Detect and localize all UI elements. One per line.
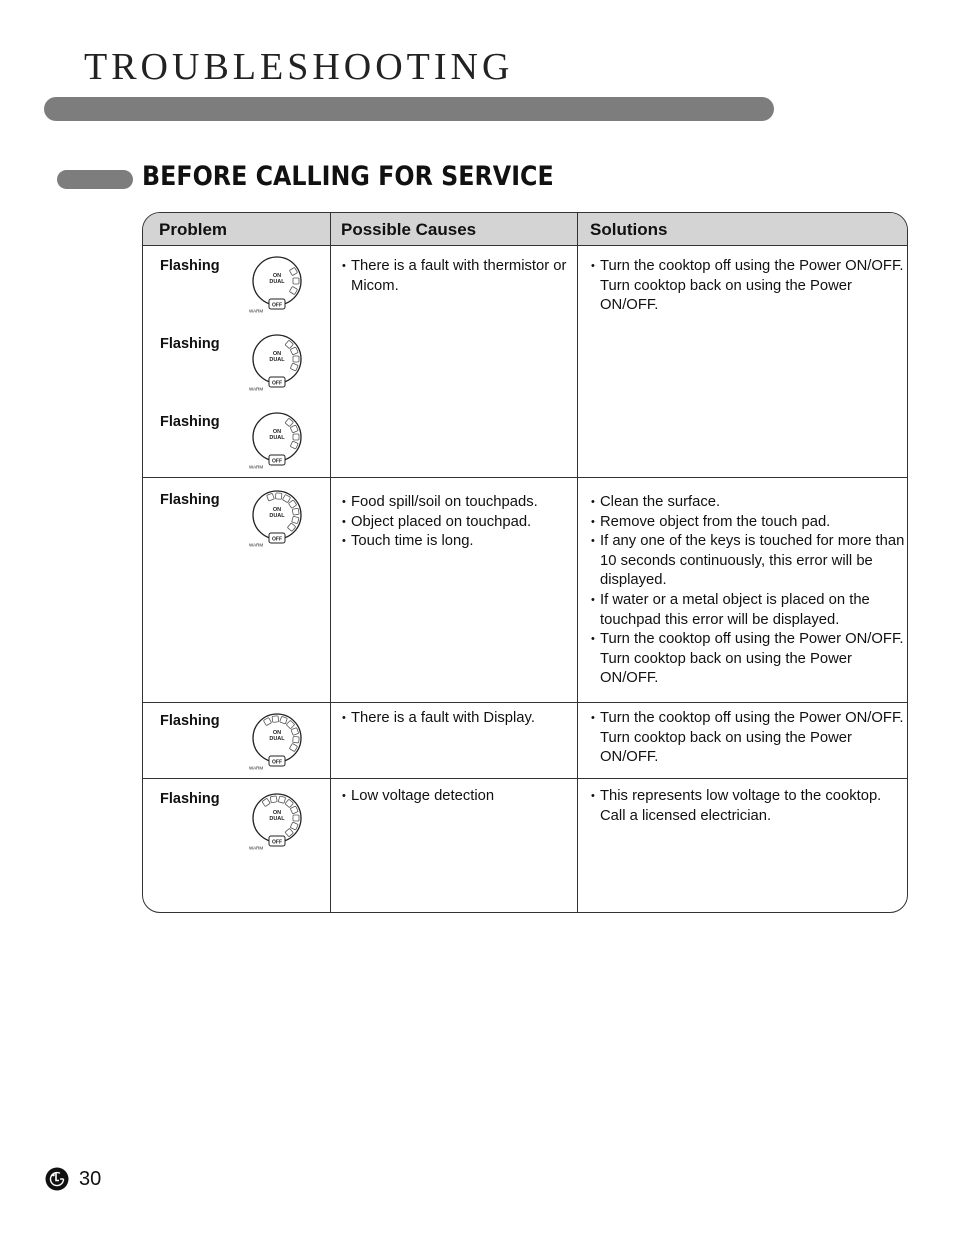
dial-warm-label: WARM	[249, 386, 264, 392]
dial-on-label: ON	[272, 730, 282, 736]
page-number: 30	[79, 1168, 102, 1190]
dial-on-label: ON	[272, 507, 282, 513]
cause-item: • There is a fault with Display.	[342, 709, 568, 729]
row-divider	[143, 477, 907, 478]
column-divider	[577, 213, 578, 912]
header-problem: Problem	[159, 220, 228, 239]
solution-item: • Turn the cooktop off using the Power ON/OFF. Turn cooktop back on using the Power ON/OFF.	[591, 257, 905, 316]
dial-on-label: ON	[272, 351, 282, 357]
cause-list	[342, 493, 568, 552]
solution-item: • If water or a metal object is placed on the touchpad this error will be displayed.	[591, 591, 905, 630]
dial-off-label: OFF	[272, 536, 282, 543]
dial-segment	[293, 278, 299, 284]
dial-warm-label: WARM	[249, 542, 264, 548]
dial-dual-label: DUAL	[269, 736, 285, 742]
solution-item: • Remove object from the touch pad.	[591, 513, 905, 533]
dial-warm-label: WARM	[249, 765, 264, 771]
problem-label: Flashing	[160, 791, 220, 807]
dial-segment	[275, 493, 282, 500]
dial-segment	[293, 815, 299, 821]
section-pill	[57, 170, 133, 189]
problem-label: Flashing	[160, 258, 220, 274]
table-header-row	[143, 213, 907, 246]
dial-segment	[278, 796, 285, 803]
control-dial-icon	[248, 333, 306, 393]
cause-item: • Touch time is long.	[342, 532, 568, 552]
dial-off-label: OFF	[272, 302, 282, 309]
section-title: BEFORE CALLING FOR SERVICE	[142, 161, 554, 192]
dial-dual-label: DUAL	[269, 357, 285, 363]
cause-list	[342, 257, 568, 296]
cause-list	[342, 787, 568, 807]
solution-list	[591, 257, 905, 316]
dial-graphic	[248, 411, 306, 471]
dial-dual-label: DUAL	[269, 279, 285, 285]
dial-on-label: ON	[272, 429, 282, 435]
column-divider	[330, 213, 331, 912]
cause-item: • Food spill/soil on touchpads.	[342, 493, 568, 513]
solution-item: • Turn the cooktop off using the Power ON/OFF. Turn cooktop back on using the Power ON/OFF.	[591, 630, 905, 689]
control-dial-icon	[248, 792, 306, 852]
solution-list	[591, 787, 905, 826]
header-solutions: Solutions	[590, 220, 668, 239]
solution-list	[591, 493, 905, 689]
problem-label: Flashing	[160, 414, 220, 430]
dial-segment	[292, 516, 299, 523]
dial-on-label: ON	[272, 273, 282, 279]
header-possible-causes: Possible Causes	[341, 220, 477, 239]
dial-graphic	[248, 489, 306, 549]
dial-warm-label: WARM	[249, 308, 264, 314]
cause-item: • Low voltage detection	[342, 787, 568, 807]
problem-label: Flashing	[160, 492, 220, 508]
dial-graphic	[248, 792, 306, 852]
cause-item: • Object placed on touchpad.	[342, 513, 568, 533]
title-bar	[44, 97, 774, 121]
row-divider	[143, 702, 907, 703]
solution-item: • If any one of the keys is touched for more than 10 seconds continuously, this error will be displayed.	[591, 532, 905, 591]
page-title: TROUBLESHOOTING	[84, 46, 514, 88]
dial-segment	[293, 434, 299, 440]
solution-list	[591, 709, 905, 768]
dial-graphic	[248, 333, 306, 393]
dial-off-label: OFF	[272, 839, 282, 846]
control-dial-icon	[248, 712, 306, 772]
problem-label: Flashing	[160, 336, 220, 352]
dial-dual-label: DUAL	[269, 816, 285, 822]
dial-warm-label: WARM	[249, 845, 264, 851]
dial-segment	[272, 716, 279, 723]
dial-dual-label: DUAL	[269, 513, 285, 519]
dial-segment	[293, 736, 300, 743]
dial-dual-label: DUAL	[269, 435, 285, 441]
solution-item: • Clean the surface.	[591, 493, 905, 513]
dial-off-label: OFF	[272, 458, 282, 465]
dial-graphic	[248, 712, 306, 772]
solution-item: • This represents low voltage to the cooktop. Call a licensed electrician.	[591, 787, 905, 826]
problem-label: Flashing	[160, 713, 220, 729]
dial-segment	[293, 356, 299, 362]
control-dial-icon	[248, 411, 306, 471]
dial-graphic	[248, 255, 306, 315]
row-divider	[143, 778, 907, 779]
solution-item: • Turn the cooktop off using the Power ON/OFF. Turn cooktop back on using the Power ON/OFF.	[591, 709, 905, 768]
cause-list	[342, 709, 568, 729]
lg-logo-icon	[45, 1167, 69, 1191]
troubleshooting-table	[142, 212, 908, 913]
control-dial-icon	[248, 489, 306, 549]
dial-off-label: OFF	[272, 759, 282, 766]
dial-on-label: ON	[272, 810, 282, 816]
control-dial-icon	[248, 255, 306, 315]
cause-item: • There is a fault with thermistor or Micom.	[342, 257, 568, 296]
dial-segment	[270, 796, 277, 803]
dial-warm-label: WARM	[249, 464, 264, 470]
dial-segment	[292, 508, 299, 515]
dial-off-label: OFF	[272, 380, 282, 387]
